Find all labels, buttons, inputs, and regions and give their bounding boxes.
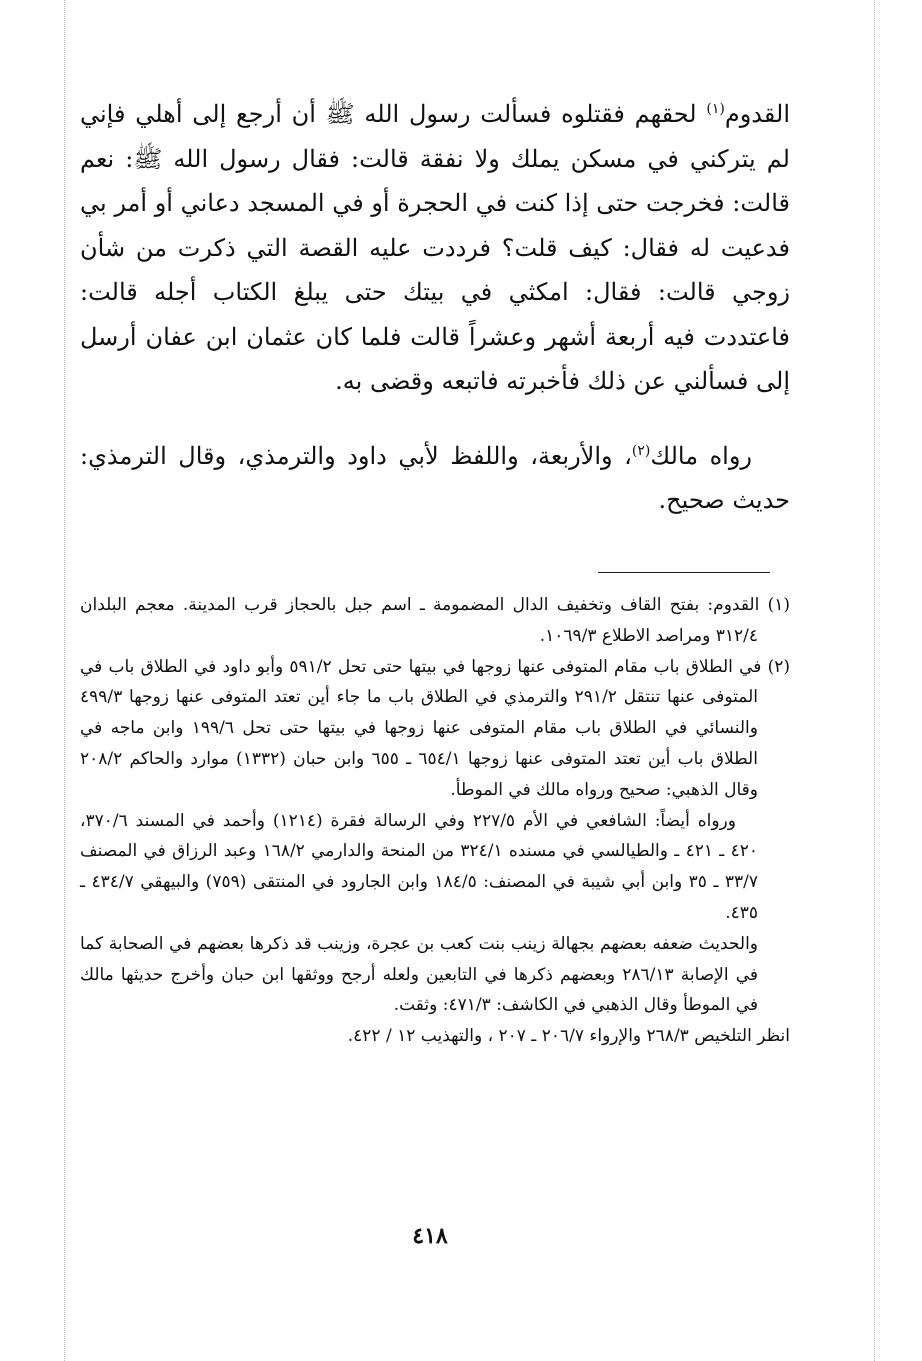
footnote-1 [80, 590, 790, 652]
scan-edge-left [64, 0, 65, 1361]
footnote-separator [598, 572, 770, 573]
hadith-paragraph-body: لحقهم فقتلوه فسألت رسول الله ﷺ أن أرجع إلى أهلي فإني لم يتركني في مسكن يملك ولا نفقة قالت: فقال رسول الله ﷺ: نعم قالت: فخرجت حتى إذا كنت في الحجرة أو في المسجد دعاني أو أمر بي فدعيت له فقال: كيف قلت؟ فرددت عليه القصة التي ذكرت من شأن زوجي قالت: فقال: امكثي في بيتك حتى يبلغ الكتاب أجله قالت: فاعتددت فيه أربعة أشهر وعشراً قالت فلما كان عثمان ابن عفان أرسل إلى فسألني عن ذلك فأخبرته فاتبعه وقضى به. [80, 100, 791, 395]
footnote-ref-1: (١) [706, 101, 725, 117]
main-text [80, 92, 790, 523]
footnote-1-text: القدوم: بفتح القاف وتخفيف الدال المضمومة ـ اسم جبل بالحجاز قرب المدينة. معجم البلدان ٣١٢/٤ ومراصد الاطلاع ١٠٦٩/٣. [80, 595, 760, 646]
footnote-2-text: في الطلاق باب مقام المتوفى عنها زوجها في بيتها حتى تحل ٥٩١/٢ وأبو داود في الطلاق باب في المتوفى عنها تنتقل ٢٩١/٢ والترمذي في الطلاق باب ما جاء أين تعتد المتوفى عنها زوجها ٤٩٩/٣ والنسائي في الطلاق باب مقام المتوفى عنها زوجها في بيتها حتى تحل ١٩٩/٦ وابن ماجه في الطلاق باب أين تعتد المتوفى عنها زوجها ٦٥٤/١ ـ ٦٥٥ وابن حبان (١٣٣٢) موارد والحاكم ٢٠٨/٢ وقال الذهبي: صحيح ورواه مالك في الموطأ. [80, 656, 762, 800]
footnote-2-para-2: ورواه أيضاً: الشافعي في الأم ٢٢٧/٥ وفي الرسالة فقرة (١٢١٤) وأحمد في المسند ٣٧٠/٦، ٤٢٠ ـ ٤٢١ ـ والطيالسي في مسنده ٣٢٤/١ من المنحة والدارمي ١٦٨/٢ وعبد الرزاق في المصنف ٣٣/٧ ـ ٣٥ وابن أبي شيبة في المصنف: ١٨٤/٥ وابن الجارود في المنتقى (٧٥٩) والبيهقي ٤٣٤/٧ ـ ٤٣٥. [80, 810, 759, 923]
narration-start: رواه مالك [650, 441, 752, 470]
hadith-paragraph [80, 92, 790, 404]
hadith-paragraph-start: القدوم [724, 100, 790, 128]
footnote-1-marker: (١) [767, 595, 790, 615]
page-number: ٤١٨ [412, 1223, 448, 1249]
footnotes [80, 590, 790, 1052]
footnote-ref-2: (٢) [631, 442, 651, 459]
footnote-2-para-3: والحديث ضعفه بعضهم بجهالة زينب بنت كعب بن عجرة، وزينب قد ذكرها بعضهم في الصحابة كما في الإصابة ٢٨٦/١٣ وبعضهم ذكرها في التابعين ولعله أرجح ووثقها ابن حبان وأخرج حديثها مالك في الموطأ وقال الذهبي في الكاشف: ٤٧١/٣: وثقت. [80, 933, 759, 1016]
narration-paragraph [80, 434, 790, 523]
footnote-2-marker: (٢) [767, 656, 791, 677]
footnote-2 [80, 652, 790, 806]
scan-edge-right [874, 0, 875, 1361]
narration-body: ، والأربعة، واللفظ لأبي داود والترمذي، وقال الترمذي: حديث صحيح. [80, 441, 790, 514]
footnote-2-para-4: انظر التلخيص ٢٦٨/٣ والإرواء ٢٠٦/٧ ـ ٢٠٧ ، والتهذيب ١٢ / ٤٢٢. [347, 1026, 790, 1047]
